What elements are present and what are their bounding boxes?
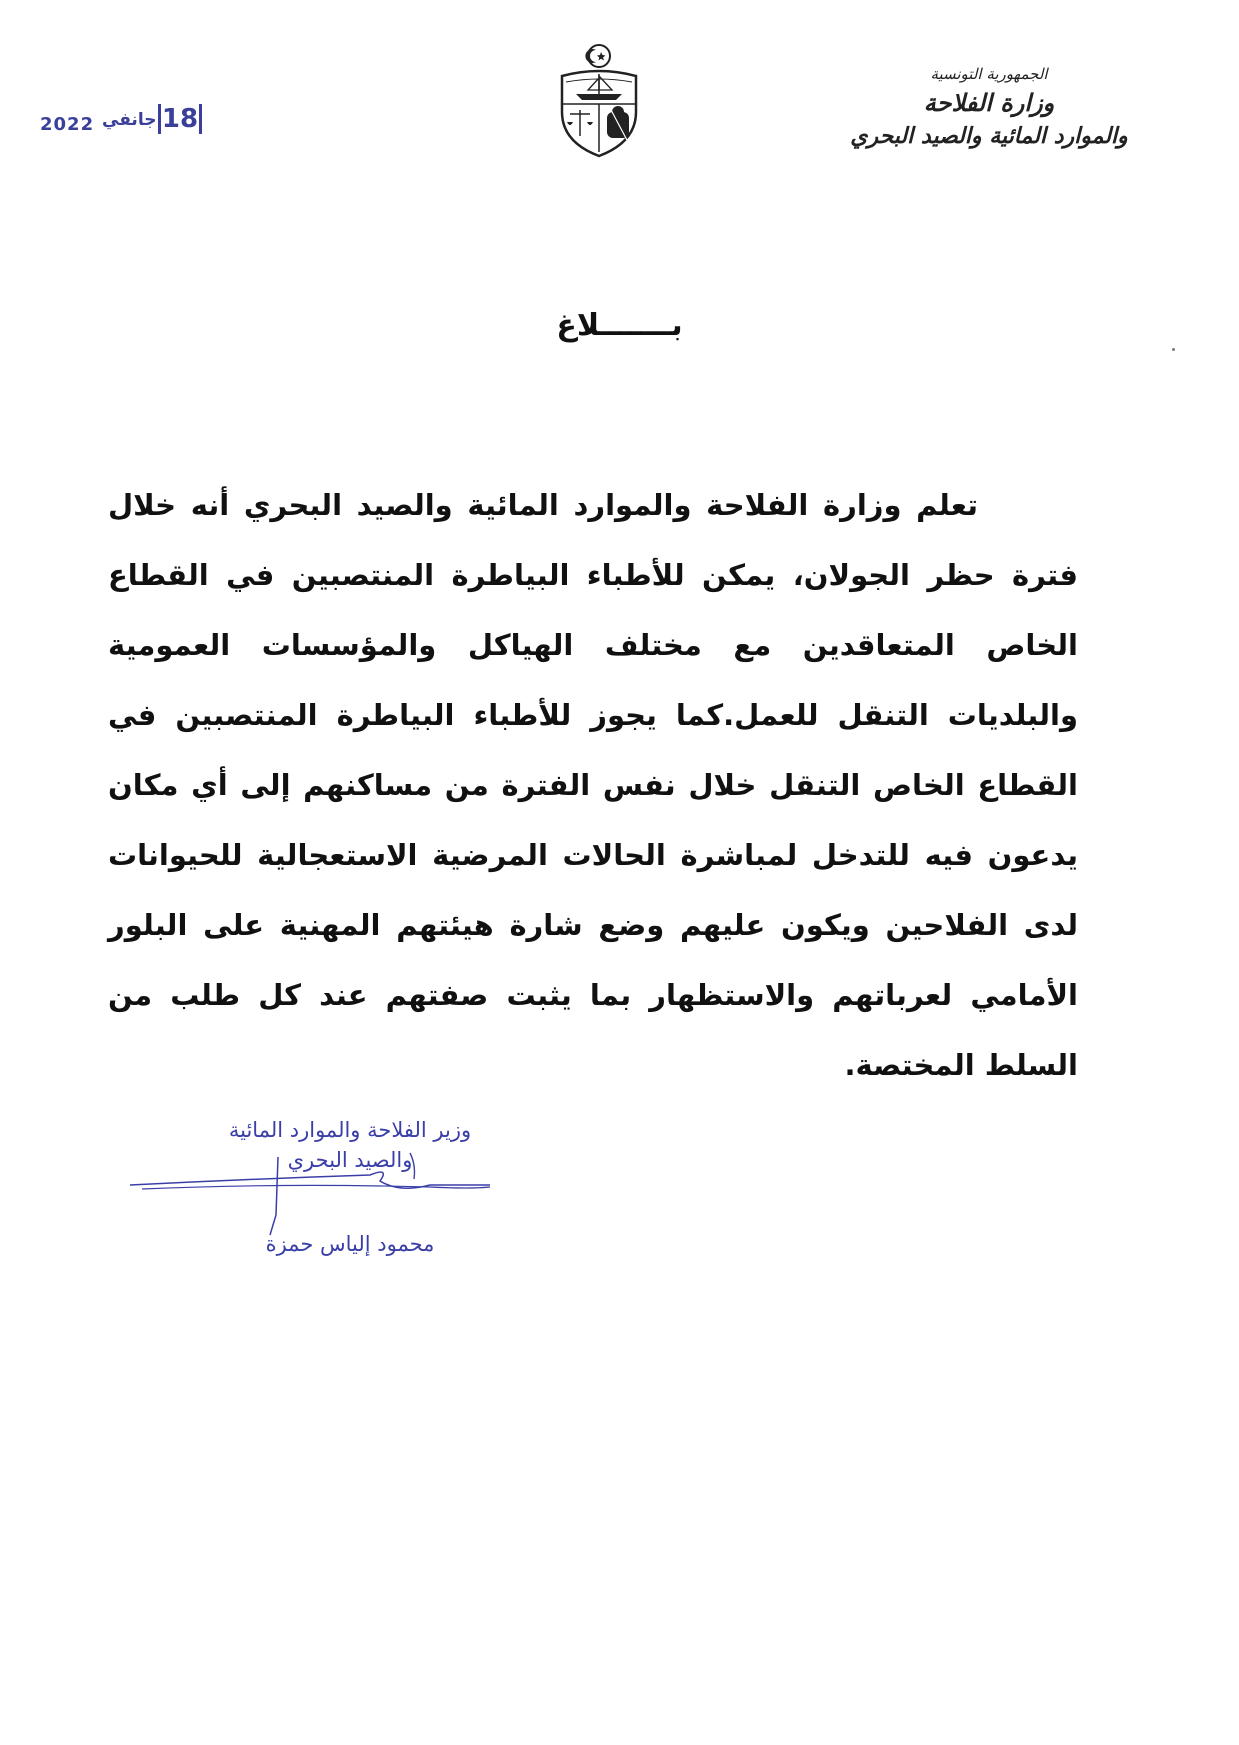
tunisia-coat-of-arms-icon (552, 42, 646, 160)
header-republic: الجمهورية التونسية (930, 65, 1048, 83)
date-month: جانفي (102, 110, 157, 130)
document-title: بـــــــلاغ (556, 308, 683, 343)
date-year: 2022 (40, 114, 95, 135)
date-stamp (40, 100, 210, 142)
date-day: 18 (158, 104, 202, 134)
signature-block (190, 1115, 510, 1259)
header-ministry: وزارة الفلاحة (923, 88, 1055, 117)
signatory-title-2: والصيد البحري (287, 1148, 413, 1172)
scan-speck (1172, 348, 1175, 351)
signatory-name: محمود إلياس حمزة (265, 1232, 435, 1256)
signatory-title-1: وزير الفلاحة والموارد المائية (228, 1118, 472, 1142)
header-ministry-sub: والموارد المائية والصيد البحري (850, 123, 1128, 149)
ministry-header (799, 62, 1179, 152)
document-body: تعلم وزارة الفلاحة والموارد المائية والصيد البحري أنه خلال فترة حظر الجولان، يمكن للأطباء البياطرة المنتصبين في القطاع الخاص المتعاقدين مع مختلف الهياكل والمؤسسات العمومية والبلديات التنقل للعمل.كما يجوز للأطباء البياطرة المنتصبين في القطاع الخاص التنقل خلال نفس الفترة من مساكنهم إلى أي مكان يدعون فيه للتدخل لمباشرة الحالات المرضية الاستعجالية للحيوانات لدى الفلاحين ويكون عليهم وضع شارة هيئتهم المهنية على البلور الأمامي لعرباتهم والاستظهار بما يثبت صفتهم عند كل طلب من السلط المختصة. (108, 488, 1078, 1082)
